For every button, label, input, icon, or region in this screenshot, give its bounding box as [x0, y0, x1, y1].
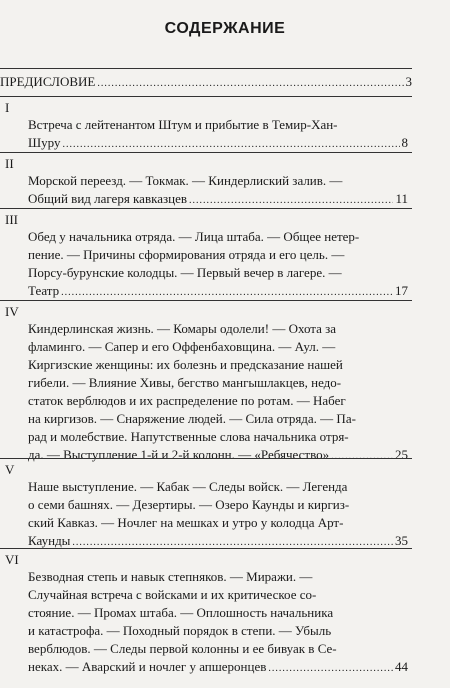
entry-line: на киргизов. — Снаряжение людей. — Сила отряда. — Па- [28, 411, 356, 426]
divider [0, 152, 412, 153]
entry-line: Киндерлинская жизнь. — Комары одолели! — Охота за [28, 321, 337, 336]
entry-last-text: неках. — Аварский и ночлег у апшеронцев [28, 659, 267, 674]
entry-line: стояние. — Промах штаба. — Оплошность начальника [28, 605, 334, 620]
page-number: 17 [395, 283, 408, 298]
entry-line: Безводная степь и навык степняков. — Миражи. — [28, 569, 313, 584]
entry-last-text: Общий вид лагеря кавказцев [28, 191, 187, 206]
entry-last-text: Каунды [28, 533, 71, 548]
divider [0, 208, 412, 209]
toc-entry[interactable] [28, 228, 408, 302]
page-number: 11 [395, 191, 408, 206]
dot-leader [97, 78, 403, 89]
entry-line: Наше выступление. — Кабак — Следы войск. — Легенда [28, 479, 348, 494]
entry-last-line [28, 190, 408, 210]
toc-entry[interactable] [28, 320, 408, 466]
entry-line: Киргизские женщины: их болезнь и предсказание нашей [28, 357, 343, 372]
entry-line: статок верблюдов и их распределение по ротам. — Набег [28, 393, 346, 408]
entry-line: Случайная встреча с войсками и их критическое со- [28, 587, 317, 602]
page-number: 8 [401, 135, 408, 150]
toc-entry[interactable] [28, 172, 408, 210]
divider [0, 96, 412, 97]
entry-line: гибели. — Влияние Хивы, бегство мангышлакцев, недо- [28, 375, 342, 390]
entry-line: фламинго. — Сапер и его Оффенбаховщина. — Аул. — [28, 339, 336, 354]
entry-line: пение. — Причины сформирования отряда и его цель. — [28, 247, 345, 262]
entry-last-line [28, 282, 408, 302]
divider [0, 300, 412, 301]
section-numeral: V [5, 462, 15, 477]
entry-last-line [28, 446, 408, 466]
section-numeral: I [5, 100, 10, 115]
entry-last-text: Шуру [28, 135, 61, 150]
entry-last-line [28, 134, 408, 154]
entry-line: и катастрофа. — Походный порядок в степи. — Убыль [28, 623, 332, 638]
section-numeral: VI [5, 552, 19, 567]
toc-entry[interactable] [28, 568, 408, 678]
entry-line: верблюдов. — Следы первой колонны и ее бивуак в Се- [28, 641, 337, 656]
entry-line: Встреча с лейтенантом Штум и прибытие в Темир-Хан- [28, 117, 338, 132]
divider [0, 68, 412, 69]
entry-line: Морской переезд. — Токмак. — Киндерлиский залив. — [28, 173, 343, 188]
dot-leader [331, 448, 393, 466]
entry-last-text: Театр [28, 283, 60, 298]
entry-last-line [28, 532, 408, 552]
entry-line: ский Кавказ. — Ночлег на мешках и утро у колодца Арт- [28, 515, 344, 530]
entry-line: Обед у начальника отряда. — Лица штаба. — Общее нетер- [28, 229, 360, 244]
preface-entry[interactable] [0, 74, 412, 90]
preface-label: ПРЕДИСЛОВИЕ [0, 74, 96, 89]
page-title: СОДЕРЖАНИЕ [164, 20, 286, 37]
dot-leader [72, 534, 393, 552]
entry-last-line [28, 658, 408, 678]
page-number: 3 [405, 74, 412, 89]
toc-entry[interactable] [28, 116, 408, 154]
entry-line: Порсу-бурунские колодцы. — Первый вечер в лагере. — [28, 265, 342, 280]
page-number: 35 [395, 533, 408, 548]
entry-line: о семи башнях. — Дезертиры. — Озеро Каунды и киргиз- [28, 497, 350, 512]
section-numeral: IV [5, 304, 19, 319]
section-numeral: II [5, 156, 14, 171]
entry-line: рад и молебствие. Напутственные слова начальника отря- [28, 429, 349, 444]
entry-last-text: да. — Выступление 1-й и 2-й колонн. — «Ребячество» [28, 447, 330, 462]
divider [0, 548, 412, 549]
toc-entry[interactable] [28, 478, 408, 552]
divider [0, 458, 412, 459]
page-number: 25 [395, 447, 408, 462]
section-numeral: III [5, 212, 18, 227]
dot-leader [268, 660, 393, 678]
page-number: 44 [395, 659, 408, 674]
